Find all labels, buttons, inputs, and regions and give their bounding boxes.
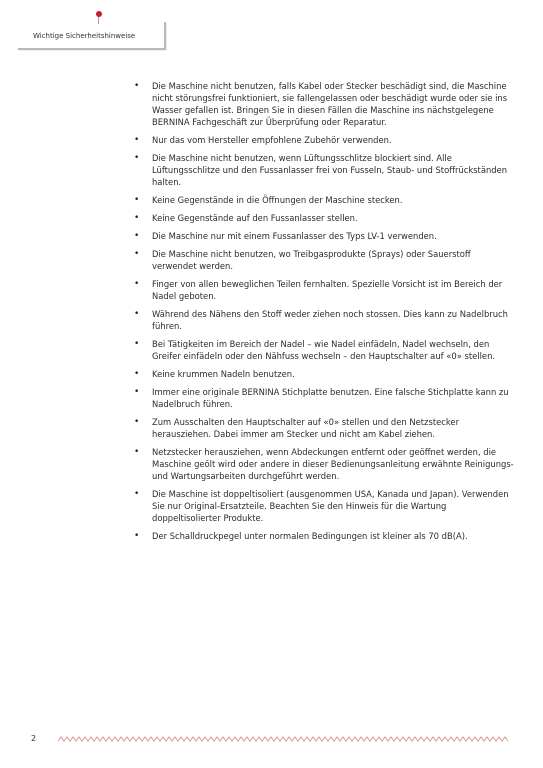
list-item: • Der Schalldruckpegel unter normalen Bedingungen ist kleiner als 70 dB(A). [134, 530, 516, 542]
page-number: 2 [31, 734, 37, 743]
list-item: • Bei Tätigkeiten im Bereich der Nadel – wie Nadel einfädeln, Nadel wechseln, den Greifer einfädeln oder den Nähfuss wechseln – den Hauptschalter auf «0» stellen. [134, 338, 516, 362]
list-item: • Finger von allen beweglichen Teilen fernhalten. Spezielle Vorsicht ist im Bereich der Nadel geboten. [134, 278, 516, 302]
list-item: • Die Maschine nicht benutzen, falls Kabel oder Stecker beschädigt sind, die Maschine nicht störungsfrei funktioniert, sie fallengelassen oder beschädigt wurde oder sie ins Wasser gefallen ist. Bringen Sie in diesen Fällen die Maschine ins nächstgelegene BERNINA Fachgeschäft zur Überprüfung oder Reparatur. [134, 80, 516, 128]
pin-icon [96, 11, 102, 17]
list-item: • Immer eine originale BERNINA Stichplatte benutzen. Eine falsche Stichplatte kann zu Nadelbruch führen. [134, 386, 516, 410]
list-item: • Netzstecker herausziehen, wenn Abdeckungen entfernt oder geöffnet werden, die Maschine geölt wird oder andere in dieser Bedienungsanleitung erwähnte Reinigungs- und Wartungsarbeiten durchgeführt werden. [134, 446, 516, 482]
pin-stem [98, 16, 99, 24]
list-item: • Zum Ausschalten den Hauptschalter auf «0» stellen und den Netzstecker herausziehen. Dabei immer am Stecker und nicht am Kabel ziehen. [134, 416, 516, 440]
safety-list [134, 80, 516, 548]
list-item: • Keine Gegenstände auf den Fussanlasser stellen. [134, 212, 516, 224]
list-item: • Keine krummen Nadeln benutzen. [134, 368, 516, 380]
list-item: • Keine Gegenstände in die Öffnungen der Maschine stecken. [134, 194, 516, 206]
section-tab [18, 22, 166, 50]
list-item: • Die Maschine ist doppeltisoliert (ausgenommen USA, Kanada und Japan). Verwenden Sie nur Original-Ersatzteile. Beachten Sie den Hinweis für die Wartung doppeltisolierter Produkte. [134, 488, 516, 524]
list-item: • Die Maschine nur mit einem Fussanlasser des Typs LV-1 verwenden. [134, 230, 516, 242]
list-item: • Die Maschine nicht benutzen, wenn Lüftungsschlitze blockiert sind. Alle Lüftungsschlitze und den Fussanlasser frei von Fusseln, Staub- und Stoffrückständen halten. [134, 152, 516, 188]
list-item: • Während des Nähens den Stoff weder ziehen noch stossen. Dies kann zu Nadelbruch führen. [134, 308, 516, 332]
list-item: • Nur das vom Hersteller empfohlene Zubehör verwenden. [134, 134, 516, 146]
section-title: Wichtige Sicherheitshinweise [33, 32, 136, 40]
stitch-line [58, 734, 510, 744]
list-item: • Die Maschine nicht benutzen, wo Treibgasprodukte (Sprays) oder Sauerstoff verwendet werden. [134, 248, 516, 272]
